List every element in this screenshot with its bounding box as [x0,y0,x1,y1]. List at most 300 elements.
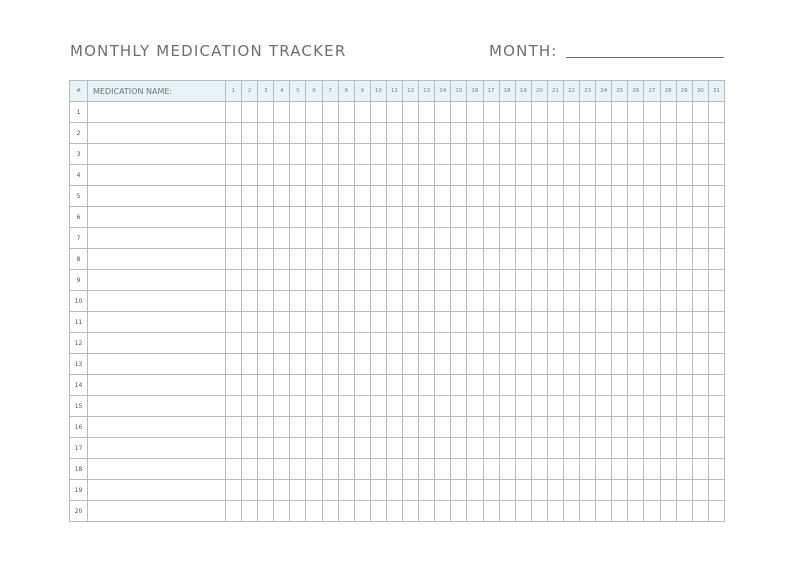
day-checkbox-cell[interactable] [451,144,467,165]
day-checkbox-cell[interactable] [547,165,563,186]
medication-name-cell[interactable] [88,396,226,417]
day-checkbox-cell[interactable] [242,375,258,396]
day-checkbox-cell[interactable] [290,123,306,144]
day-checkbox-cell[interactable] [692,207,708,228]
day-checkbox-cell[interactable] [499,417,515,438]
day-checkbox-cell[interactable] [242,354,258,375]
day-checkbox-cell[interactable] [547,480,563,501]
day-checkbox-cell[interactable] [258,123,274,144]
day-checkbox-cell[interactable] [499,270,515,291]
day-checkbox-cell[interactable] [403,291,419,312]
day-checkbox-cell[interactable] [338,396,354,417]
day-checkbox-cell[interactable] [531,207,547,228]
day-checkbox-cell[interactable] [435,144,451,165]
day-checkbox-cell[interactable] [676,417,692,438]
day-checkbox-cell[interactable] [612,165,628,186]
day-checkbox-cell[interactable] [435,375,451,396]
day-checkbox-cell[interactable] [692,312,708,333]
day-checkbox-cell[interactable] [290,354,306,375]
day-checkbox-cell[interactable] [692,186,708,207]
day-checkbox-cell[interactable] [435,123,451,144]
day-checkbox-cell[interactable] [354,354,370,375]
day-checkbox-cell[interactable] [370,501,386,522]
day-checkbox-cell[interactable] [435,417,451,438]
medication-name-cell[interactable] [88,249,226,270]
day-checkbox-cell[interactable] [370,438,386,459]
day-checkbox-cell[interactable] [660,354,676,375]
day-checkbox-cell[interactable] [403,396,419,417]
day-checkbox-cell[interactable] [354,396,370,417]
day-checkbox-cell[interactable] [660,186,676,207]
day-checkbox-cell[interactable] [563,417,579,438]
day-checkbox-cell[interactable] [563,123,579,144]
day-checkbox-cell[interactable] [386,144,402,165]
day-checkbox-cell[interactable] [258,102,274,123]
day-checkbox-cell[interactable] [596,438,612,459]
day-checkbox-cell[interactable] [580,480,596,501]
day-checkbox-cell[interactable] [580,102,596,123]
day-checkbox-cell[interactable] [338,207,354,228]
day-checkbox-cell[interactable] [708,144,724,165]
day-checkbox-cell[interactable] [531,270,547,291]
day-checkbox-cell[interactable] [386,480,402,501]
day-checkbox-cell[interactable] [531,312,547,333]
day-checkbox-cell[interactable] [435,438,451,459]
day-checkbox-cell[interactable] [403,102,419,123]
day-checkbox-cell[interactable] [676,501,692,522]
day-checkbox-cell[interactable] [306,207,322,228]
day-checkbox-cell[interactable] [274,459,290,480]
day-checkbox-cell[interactable] [515,186,531,207]
day-checkbox-cell[interactable] [692,354,708,375]
day-checkbox-cell[interactable] [708,459,724,480]
day-checkbox-cell[interactable] [226,165,242,186]
day-checkbox-cell[interactable] [338,480,354,501]
day-checkbox-cell[interactable] [322,312,338,333]
day-checkbox-cell[interactable] [644,459,660,480]
day-checkbox-cell[interactable] [386,354,402,375]
day-checkbox-cell[interactable] [226,333,242,354]
day-checkbox-cell[interactable] [322,123,338,144]
day-checkbox-cell[interactable] [596,144,612,165]
day-checkbox-cell[interactable] [451,186,467,207]
day-checkbox-cell[interactable] [660,270,676,291]
day-checkbox-cell[interactable] [354,186,370,207]
day-checkbox-cell[interactable] [419,207,435,228]
day-checkbox-cell[interactable] [386,375,402,396]
day-checkbox-cell[interactable] [226,102,242,123]
day-checkbox-cell[interactable] [306,228,322,249]
day-checkbox-cell[interactable] [242,480,258,501]
day-checkbox-cell[interactable] [515,354,531,375]
day-checkbox-cell[interactable] [226,312,242,333]
day-checkbox-cell[interactable] [580,417,596,438]
day-checkbox-cell[interactable] [596,333,612,354]
day-checkbox-cell[interactable] [660,375,676,396]
day-checkbox-cell[interactable] [692,291,708,312]
day-checkbox-cell[interactable] [644,270,660,291]
day-checkbox-cell[interactable] [483,312,499,333]
day-checkbox-cell[interactable] [226,459,242,480]
day-checkbox-cell[interactable] [644,291,660,312]
day-checkbox-cell[interactable] [644,396,660,417]
day-checkbox-cell[interactable] [435,501,451,522]
day-checkbox-cell[interactable] [258,396,274,417]
day-checkbox-cell[interactable] [644,480,660,501]
day-checkbox-cell[interactable] [403,501,419,522]
day-checkbox-cell[interactable] [596,249,612,270]
day-checkbox-cell[interactable] [580,375,596,396]
day-checkbox-cell[interactable] [403,354,419,375]
day-checkbox-cell[interactable] [515,102,531,123]
day-checkbox-cell[interactable] [563,165,579,186]
day-checkbox-cell[interactable] [322,417,338,438]
day-checkbox-cell[interactable] [483,396,499,417]
medication-name-cell[interactable] [88,438,226,459]
day-checkbox-cell[interactable] [644,375,660,396]
day-checkbox-cell[interactable] [338,333,354,354]
day-checkbox-cell[interactable] [660,144,676,165]
day-checkbox-cell[interactable] [306,438,322,459]
day-checkbox-cell[interactable] [354,144,370,165]
day-checkbox-cell[interactable] [242,186,258,207]
day-checkbox-cell[interactable] [370,228,386,249]
day-checkbox-cell[interactable] [660,123,676,144]
day-checkbox-cell[interactable] [370,249,386,270]
day-checkbox-cell[interactable] [242,417,258,438]
day-checkbox-cell[interactable] [563,312,579,333]
day-checkbox-cell[interactable] [596,354,612,375]
day-checkbox-cell[interactable] [274,375,290,396]
day-checkbox-cell[interactable] [226,375,242,396]
day-checkbox-cell[interactable] [419,396,435,417]
day-checkbox-cell[interactable] [644,102,660,123]
day-checkbox-cell[interactable] [676,480,692,501]
day-checkbox-cell[interactable] [708,186,724,207]
day-checkbox-cell[interactable] [419,270,435,291]
day-checkbox-cell[interactable] [708,123,724,144]
day-checkbox-cell[interactable] [612,501,628,522]
day-checkbox-cell[interactable] [338,249,354,270]
day-checkbox-cell[interactable] [547,291,563,312]
day-checkbox-cell[interactable] [274,333,290,354]
day-checkbox-cell[interactable] [547,186,563,207]
day-checkbox-cell[interactable] [258,228,274,249]
day-checkbox-cell[interactable] [451,333,467,354]
day-checkbox-cell[interactable] [338,144,354,165]
day-checkbox-cell[interactable] [354,270,370,291]
day-checkbox-cell[interactable] [290,501,306,522]
day-checkbox-cell[interactable] [563,186,579,207]
day-checkbox-cell[interactable] [563,333,579,354]
day-checkbox-cell[interactable] [419,312,435,333]
day-checkbox-cell[interactable] [354,438,370,459]
day-checkbox-cell[interactable] [258,417,274,438]
day-checkbox-cell[interactable] [435,333,451,354]
day-checkbox-cell[interactable] [322,375,338,396]
day-checkbox-cell[interactable] [306,144,322,165]
day-checkbox-cell[interactable] [483,102,499,123]
day-checkbox-cell[interactable] [692,270,708,291]
day-checkbox-cell[interactable] [290,144,306,165]
day-checkbox-cell[interactable] [499,438,515,459]
day-checkbox-cell[interactable] [547,501,563,522]
day-checkbox-cell[interactable] [403,123,419,144]
day-checkbox-cell[interactable] [547,207,563,228]
day-checkbox-cell[interactable] [692,102,708,123]
day-checkbox-cell[interactable] [306,270,322,291]
day-checkbox-cell[interactable] [531,375,547,396]
day-checkbox-cell[interactable] [354,123,370,144]
day-checkbox-cell[interactable] [258,501,274,522]
day-checkbox-cell[interactable] [708,501,724,522]
day-checkbox-cell[interactable] [644,501,660,522]
day-checkbox-cell[interactable] [242,396,258,417]
day-checkbox-cell[interactable] [242,228,258,249]
day-checkbox-cell[interactable] [322,459,338,480]
day-checkbox-cell[interactable] [258,354,274,375]
day-checkbox-cell[interactable] [226,207,242,228]
day-checkbox-cell[interactable] [563,375,579,396]
day-checkbox-cell[interactable] [483,165,499,186]
day-checkbox-cell[interactable] [258,438,274,459]
day-checkbox-cell[interactable] [370,396,386,417]
day-checkbox-cell[interactable] [708,228,724,249]
day-checkbox-cell[interactable] [612,459,628,480]
day-checkbox-cell[interactable] [242,123,258,144]
day-checkbox-cell[interactable] [419,186,435,207]
day-checkbox-cell[interactable] [515,270,531,291]
day-checkbox-cell[interactable] [708,270,724,291]
day-checkbox-cell[interactable] [692,165,708,186]
medication-name-cell[interactable] [88,312,226,333]
day-checkbox-cell[interactable] [563,354,579,375]
day-checkbox-cell[interactable] [692,333,708,354]
day-checkbox-cell[interactable] [354,312,370,333]
day-checkbox-cell[interactable] [692,396,708,417]
day-checkbox-cell[interactable] [370,102,386,123]
day-checkbox-cell[interactable] [370,312,386,333]
day-checkbox-cell[interactable] [226,228,242,249]
day-checkbox-cell[interactable] [419,354,435,375]
day-checkbox-cell[interactable] [419,228,435,249]
day-checkbox-cell[interactable] [386,291,402,312]
day-checkbox-cell[interactable] [451,459,467,480]
medication-name-cell[interactable] [88,480,226,501]
day-checkbox-cell[interactable] [274,102,290,123]
day-checkbox-cell[interactable] [580,333,596,354]
day-checkbox-cell[interactable] [274,291,290,312]
day-checkbox-cell[interactable] [242,207,258,228]
day-checkbox-cell[interactable] [596,417,612,438]
day-checkbox-cell[interactable] [483,333,499,354]
day-checkbox-cell[interactable] [322,186,338,207]
day-checkbox-cell[interactable] [274,312,290,333]
day-checkbox-cell[interactable] [274,354,290,375]
day-checkbox-cell[interactable] [467,354,483,375]
day-checkbox-cell[interactable] [531,144,547,165]
day-checkbox-cell[interactable] [467,375,483,396]
day-checkbox-cell[interactable] [515,396,531,417]
day-checkbox-cell[interactable] [306,165,322,186]
day-checkbox-cell[interactable] [338,270,354,291]
day-checkbox-cell[interactable] [258,144,274,165]
day-checkbox-cell[interactable] [386,186,402,207]
medication-name-cell[interactable] [88,207,226,228]
day-checkbox-cell[interactable] [612,333,628,354]
day-checkbox-cell[interactable] [483,354,499,375]
day-checkbox-cell[interactable] [242,102,258,123]
day-checkbox-cell[interactable] [708,165,724,186]
day-checkbox-cell[interactable] [338,417,354,438]
day-checkbox-cell[interactable] [499,333,515,354]
day-checkbox-cell[interactable] [692,249,708,270]
day-checkbox-cell[interactable] [628,228,644,249]
day-checkbox-cell[interactable] [306,333,322,354]
day-checkbox-cell[interactable] [708,102,724,123]
medication-name-cell[interactable] [88,102,226,123]
day-checkbox-cell[interactable] [580,144,596,165]
day-checkbox-cell[interactable] [242,312,258,333]
day-checkbox-cell[interactable] [499,165,515,186]
day-checkbox-cell[interactable] [660,417,676,438]
day-checkbox-cell[interactable] [676,144,692,165]
day-checkbox-cell[interactable] [290,291,306,312]
day-checkbox-cell[interactable] [274,249,290,270]
day-checkbox-cell[interactable] [322,249,338,270]
day-checkbox-cell[interactable] [338,102,354,123]
day-checkbox-cell[interactable] [531,186,547,207]
day-checkbox-cell[interactable] [596,375,612,396]
day-checkbox-cell[interactable] [676,291,692,312]
day-checkbox-cell[interactable] [354,291,370,312]
day-checkbox-cell[interactable] [612,396,628,417]
day-checkbox-cell[interactable] [306,186,322,207]
day-checkbox-cell[interactable] [628,501,644,522]
day-checkbox-cell[interactable] [258,186,274,207]
day-checkbox-cell[interactable] [563,396,579,417]
day-checkbox-cell[interactable] [226,249,242,270]
month-field[interactable] [566,57,724,58]
day-checkbox-cell[interactable] [708,354,724,375]
day-checkbox-cell[interactable] [644,333,660,354]
day-checkbox-cell[interactable] [563,207,579,228]
day-checkbox-cell[interactable] [258,480,274,501]
day-checkbox-cell[interactable] [499,291,515,312]
day-checkbox-cell[interactable] [403,207,419,228]
day-checkbox-cell[interactable] [290,102,306,123]
day-checkbox-cell[interactable] [660,291,676,312]
day-checkbox-cell[interactable] [596,291,612,312]
day-checkbox-cell[interactable] [547,375,563,396]
day-checkbox-cell[interactable] [306,459,322,480]
day-checkbox-cell[interactable] [692,228,708,249]
day-checkbox-cell[interactable] [692,144,708,165]
day-checkbox-cell[interactable] [708,249,724,270]
day-checkbox-cell[interactable] [628,123,644,144]
day-checkbox-cell[interactable] [547,312,563,333]
day-checkbox-cell[interactable] [499,354,515,375]
day-checkbox-cell[interactable] [467,291,483,312]
day-checkbox-cell[interactable] [467,102,483,123]
day-checkbox-cell[interactable] [660,459,676,480]
day-checkbox-cell[interactable] [644,186,660,207]
day-checkbox-cell[interactable] [708,438,724,459]
day-checkbox-cell[interactable] [628,438,644,459]
day-checkbox-cell[interactable] [563,291,579,312]
day-checkbox-cell[interactable] [258,375,274,396]
day-checkbox-cell[interactable] [451,228,467,249]
day-checkbox-cell[interactable] [596,270,612,291]
day-checkbox-cell[interactable] [419,249,435,270]
day-checkbox-cell[interactable] [483,249,499,270]
day-checkbox-cell[interactable] [419,291,435,312]
day-checkbox-cell[interactable] [274,501,290,522]
day-checkbox-cell[interactable] [370,165,386,186]
day-checkbox-cell[interactable] [242,249,258,270]
day-checkbox-cell[interactable] [547,249,563,270]
day-checkbox-cell[interactable] [644,438,660,459]
day-checkbox-cell[interactable] [306,354,322,375]
day-checkbox-cell[interactable] [628,291,644,312]
day-checkbox-cell[interactable] [515,480,531,501]
day-checkbox-cell[interactable] [435,291,451,312]
day-checkbox-cell[interactable] [596,186,612,207]
day-checkbox-cell[interactable] [499,102,515,123]
day-checkbox-cell[interactable] [322,333,338,354]
day-checkbox-cell[interactable] [386,459,402,480]
day-checkbox-cell[interactable] [451,501,467,522]
day-checkbox-cell[interactable] [708,333,724,354]
day-checkbox-cell[interactable] [467,249,483,270]
day-checkbox-cell[interactable] [274,480,290,501]
day-checkbox-cell[interactable] [451,396,467,417]
day-checkbox-cell[interactable] [370,207,386,228]
day-checkbox-cell[interactable] [226,123,242,144]
day-checkbox-cell[interactable] [403,165,419,186]
day-checkbox-cell[interactable] [644,228,660,249]
day-checkbox-cell[interactable] [451,354,467,375]
day-checkbox-cell[interactable] [354,417,370,438]
day-checkbox-cell[interactable] [242,144,258,165]
day-checkbox-cell[interactable] [547,270,563,291]
day-checkbox-cell[interactable] [660,102,676,123]
medication-name-cell[interactable] [88,375,226,396]
day-checkbox-cell[interactable] [386,102,402,123]
day-checkbox-cell[interactable] [403,459,419,480]
day-checkbox-cell[interactable] [708,375,724,396]
day-checkbox-cell[interactable] [354,501,370,522]
day-checkbox-cell[interactable] [644,312,660,333]
day-checkbox-cell[interactable] [274,228,290,249]
day-checkbox-cell[interactable] [370,123,386,144]
day-checkbox-cell[interactable] [580,186,596,207]
day-checkbox-cell[interactable] [435,165,451,186]
day-checkbox-cell[interactable] [370,354,386,375]
day-checkbox-cell[interactable] [242,501,258,522]
day-checkbox-cell[interactable] [322,480,338,501]
day-checkbox-cell[interactable] [531,249,547,270]
day-checkbox-cell[interactable] [386,249,402,270]
day-checkbox-cell[interactable] [628,312,644,333]
day-checkbox-cell[interactable] [628,396,644,417]
day-checkbox-cell[interactable] [596,480,612,501]
day-checkbox-cell[interactable] [322,228,338,249]
day-checkbox-cell[interactable] [531,102,547,123]
medication-name-cell[interactable] [88,459,226,480]
day-checkbox-cell[interactable] [274,417,290,438]
day-checkbox-cell[interactable] [419,459,435,480]
